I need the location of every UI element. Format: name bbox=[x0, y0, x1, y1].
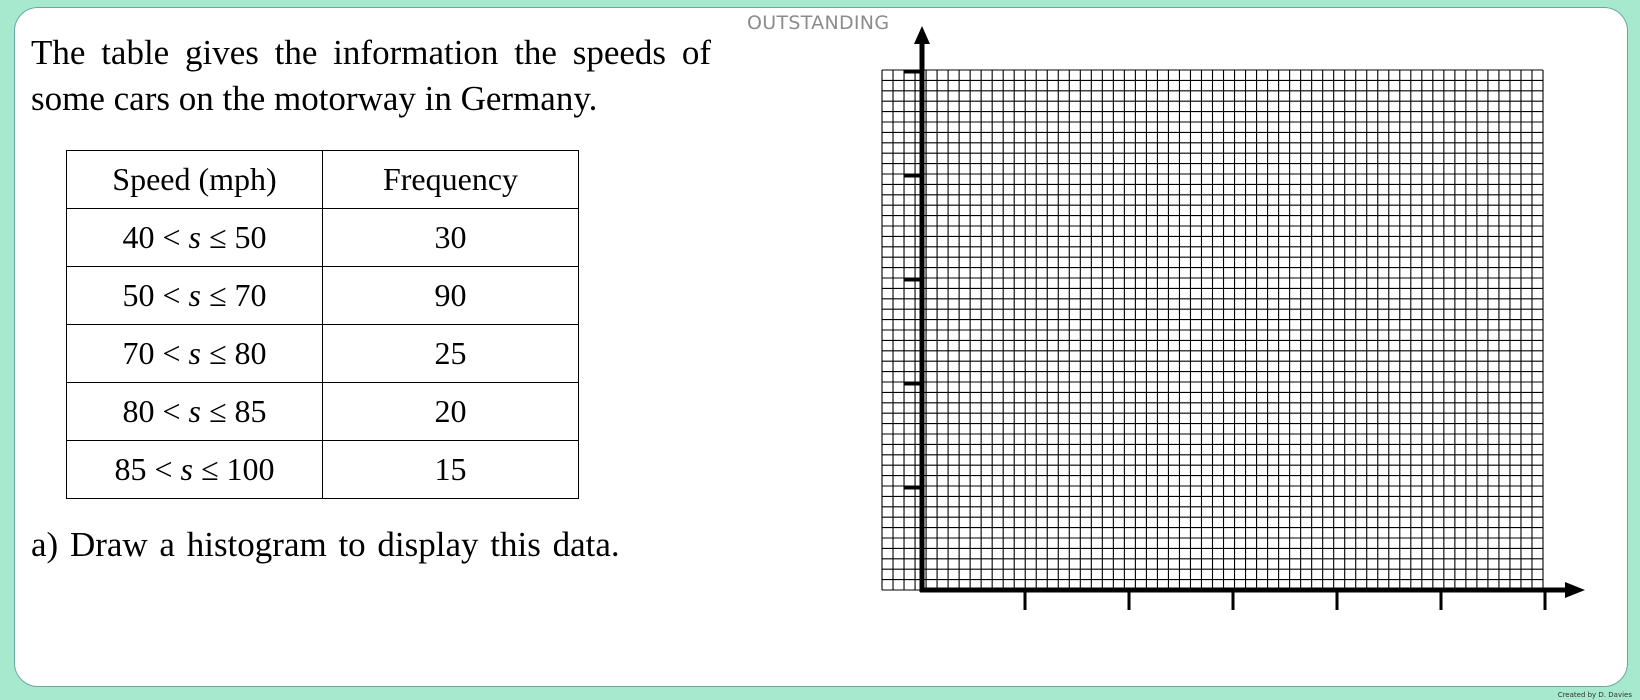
x-axis-arrow bbox=[1565, 582, 1585, 598]
frequency-cell: 90 bbox=[323, 267, 579, 325]
question-part-a: a) Draw a histogram to display this data. bbox=[31, 525, 620, 564]
speed-class-cell: 50 < s ≤ 70 bbox=[67, 267, 323, 325]
frequency-cell: 20 bbox=[323, 383, 579, 441]
y-axis-arrow bbox=[914, 26, 930, 44]
frequency-cell: 15 bbox=[323, 441, 579, 499]
credit-text: Created by D. Davies bbox=[1557, 691, 1632, 699]
question-intro: The table gives the information the speeds of some cars on the motorway in Germany. bbox=[31, 33, 711, 118]
frequency-cell: 25 bbox=[323, 325, 579, 383]
graph-paper-grid bbox=[882, 70, 1543, 590]
speed-class-cell: 80 < s ≤ 85 bbox=[67, 383, 323, 441]
header-speed: Speed (mph) bbox=[67, 151, 323, 209]
header-frequency: Frequency bbox=[323, 151, 579, 209]
speed-class-cell: 70 < s ≤ 80 bbox=[67, 325, 323, 383]
speed-class-cell: 40 < s ≤ 50 bbox=[67, 209, 323, 267]
frequency-cell: 30 bbox=[323, 209, 579, 267]
speed-class-cell: 85 < s ≤ 100 bbox=[67, 441, 323, 499]
level-tag: OUTSTANDING bbox=[747, 12, 890, 34]
